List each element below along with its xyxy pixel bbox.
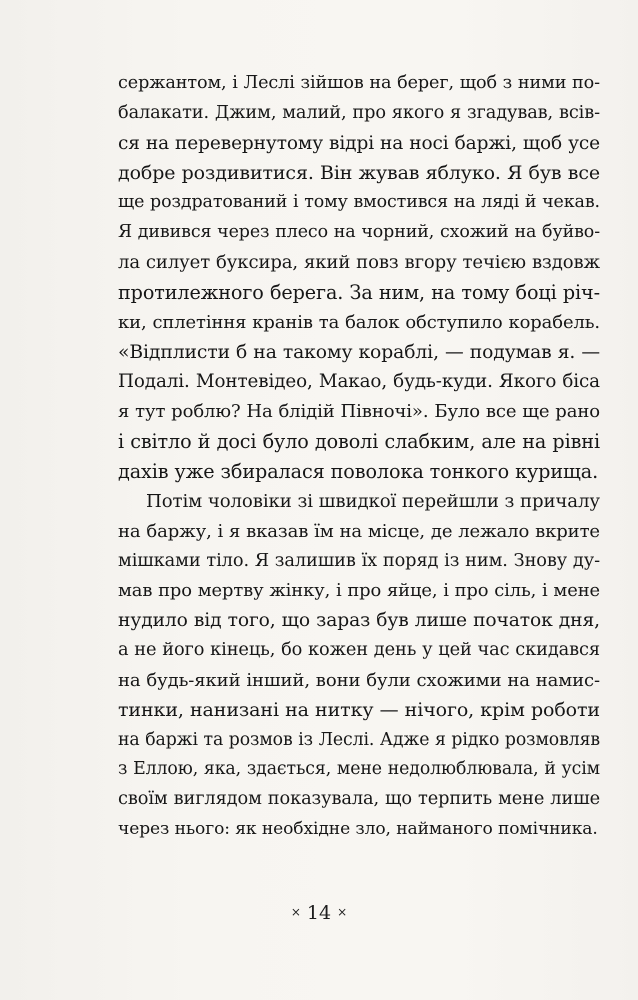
text-line: і світло й досі було доволі слабким, але на рівні (118, 430, 600, 454)
text-line: на будь-який інший, вони були схожими на намис- (118, 669, 600, 691)
text-line: нудило від того, що зараз був лише початок дня, (118, 610, 600, 632)
text-line: Потім чоловіки зі швидкої перейшли з причалу (146, 490, 600, 512)
text-line: мав про мертву жінку, і про яйце, і про сіль, і мене (118, 580, 600, 602)
text-line: протилежного берега. За ним, на тому боці річ- (118, 280, 600, 304)
text-line: своїм виглядом показувала, що терпить мене лише (118, 789, 600, 810)
folio-ornament-left: × (290, 905, 301, 919)
page-number-value: 14 (306, 902, 332, 924)
text-line: ся на перевернутому відрі на носі баржі, щоб усе (118, 132, 600, 154)
text-line: балакати. Джим, малий, про якого я згадував, всів- (118, 102, 600, 123)
text-line: дахів уже збиралася поволока тонкого курища. (118, 459, 599, 483)
folio-ornament-right: × (337, 905, 348, 919)
text-line: «Відплисти б на такому кораблі, — подумав я. — (118, 341, 600, 363)
text-line: я тут роблю? На блідій Півночі». Було все ще рано (118, 401, 600, 423)
text-line: сержантом, і Леслі зійшов на берег, щоб з ними по- (118, 73, 600, 93)
text-line: ки, сплетіння кранів та балок обступило корабель. (118, 311, 600, 333)
text-line: ла силует буксира, який повз вгору течією вздовж (118, 252, 600, 274)
text-line: а не його кінець, бо кожен день у цей час скидався (118, 640, 600, 661)
text-line: Я дивився через плесо на чорний, схожий на буйво- (118, 222, 600, 243)
text-line: Подалі. Монтевідео, Макао, будь-куди. Якого біса (118, 371, 600, 393)
text-line: на баржі та розмов із Леслі. Адже я рідко розмовляв (118, 729, 600, 750)
text-line: добре роздивитися. Він жував яблуко. Я був все (118, 161, 600, 184)
text-line: на баржу, і я вказав їм на місце, де лежало вкрите (118, 520, 600, 542)
text-line: ще роздратований і тому вмостився на ляді й чекав. (118, 192, 600, 213)
body-text (118, 69, 600, 845)
page-number (0, 902, 638, 924)
text-line: через нього: як необхідне зло, найманого помічника. (118, 819, 598, 840)
text-line: мішками тіло. Я залишив їх поряд із ним. Знову ду- (118, 550, 600, 571)
text-line: тинки, нанизані на нитку — нічого, крім роботи (118, 698, 600, 721)
text-line: з Еллою, яка, здається, мене недолюблювала, й усім (118, 759, 600, 780)
